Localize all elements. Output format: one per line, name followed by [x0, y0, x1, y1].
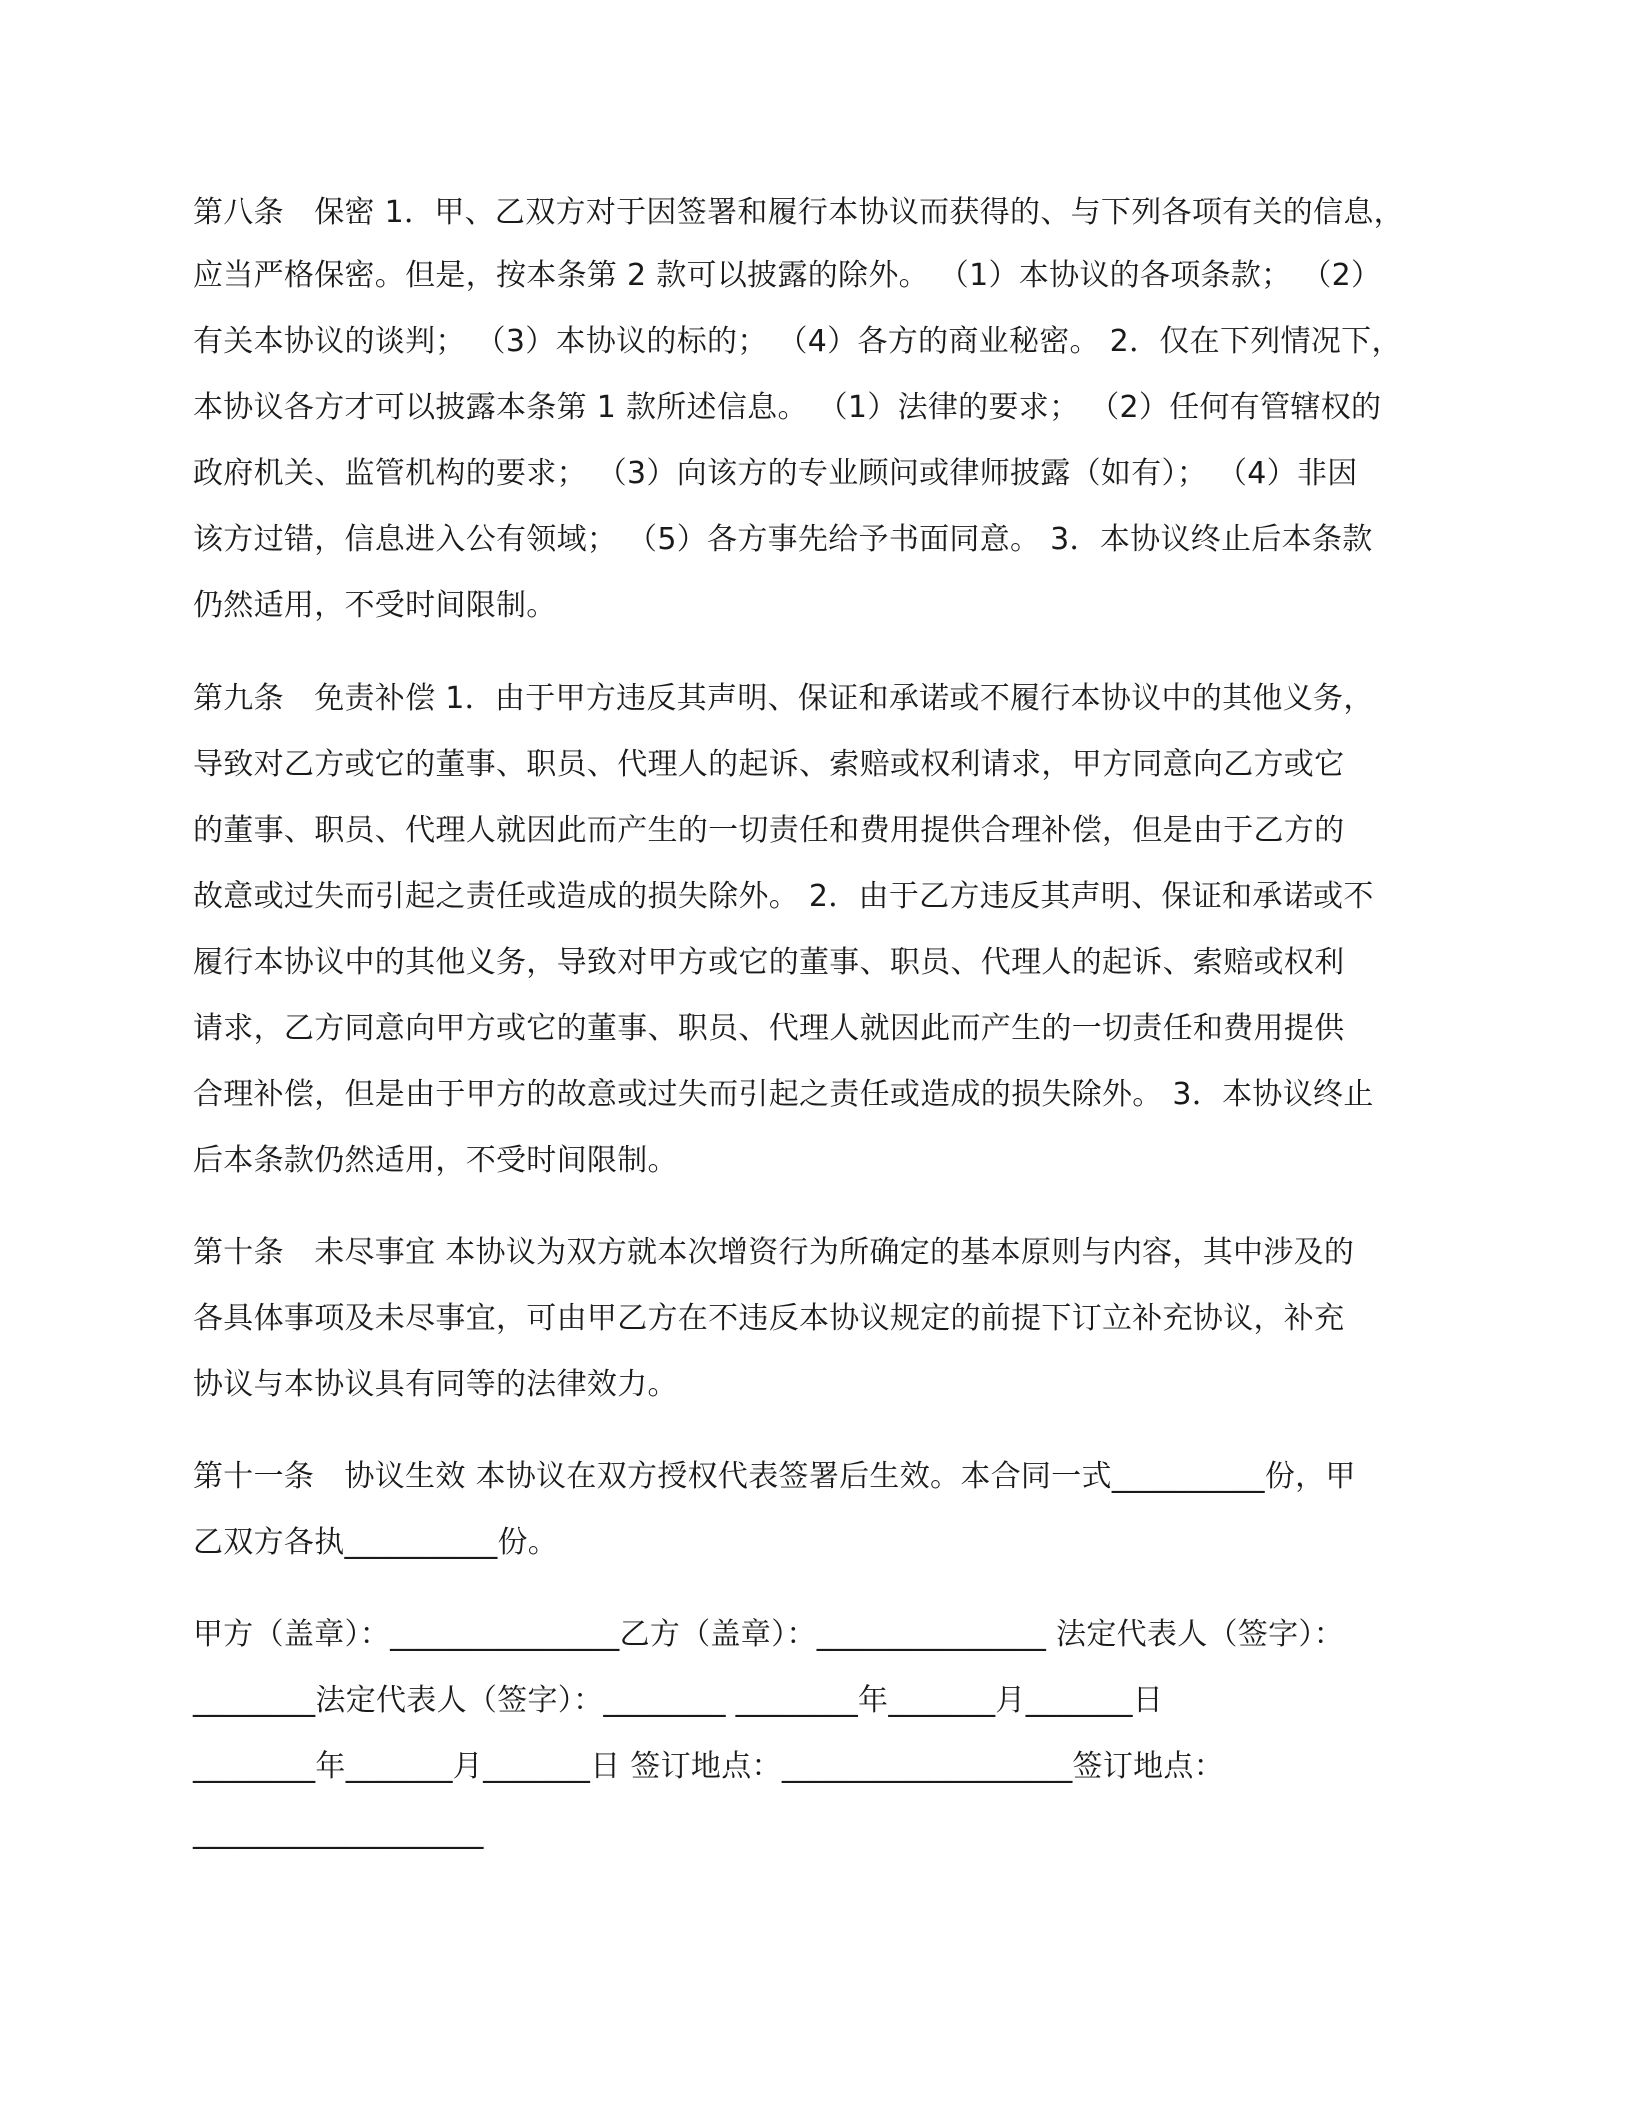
article-8-line-2: 应当严格保密。但是，按本条第 2 款可以披露的除外。 （1）本协议的各项条款； （2）	[193, 258, 1382, 293]
article-8-line-5: 政府机关、监管机构的要求； （3）向该方的专业顾问或律师披露（如有）； （4）非因	[193, 456, 1358, 491]
signature-line-4: ___________________	[193, 1815, 484, 1850]
article-9-line-5: 履行本协议中的其他义务，导致对甲方或它的董事、职员、代理人的起诉、索赔或权利	[193, 945, 1345, 980]
article-8-line-6: 该方过错，信息进入公有领域； （5）各方事先给予书面同意。 3．本协议终止后本条款	[193, 522, 1373, 557]
signature-line-2: ________法定代表人（签字）：________ ________年_______月_______日	[193, 1683, 1164, 1718]
article-8-line-3: 有关本协议的谈判； （3）本协议的标的； （4）各方的商业秘密。 2．仅在下列情况下，	[193, 324, 1402, 359]
signature-line-1: 甲方（盖章）：_______________乙方（盖章）：_______________ 法定代表人（签字）：	[193, 1617, 1345, 1652]
article-9-line-6: 请求，乙方同意向甲方或它的董事、职员、代理人就因此而产生的一切责任和费用提供	[193, 1011, 1345, 1046]
article-11-line-1: 第十一条 协议生效 本协议在双方授权代表签署后生效。本合同一式__________份，甲	[193, 1459, 1356, 1494]
article-8-line-4: 本协议各方才可以披露本条第 1 款所述信息。 （1）法律的要求； （2）任何有管辖权的	[193, 390, 1382, 425]
article-10-line-2: 各具体事项及未尽事宜，可由甲乙方在不违反本协议规定的前提下订立补充协议，补充	[193, 1301, 1345, 1336]
article-8-line-1: 第八条 保密 1．甲、乙双方对于因签署和履行本协议而获得的、与下列各项有关的信息，	[193, 195, 1404, 230]
article-8-line-7: 仍然适用，不受时间限制。	[193, 588, 557, 623]
article-9-line-1: 第九条 免责补偿 1．由于甲方违反其声明、保证和承诺或不履行本协议中的其他义务，	[193, 681, 1374, 716]
article-9-line-8: 后本条款仍然适用，不受时间限制。	[193, 1143, 678, 1178]
article-9-line-7: 合理补偿，但是由于甲方的故意或过失而引起之责任或造成的损失除外。 3．本协议终止	[193, 1077, 1374, 1112]
article-9-line-4: 故意或过失而引起之责任或造成的损失除外。 2．由于乙方违反其声明、保证和承诺或不	[193, 879, 1374, 914]
article-10-line-3: 协议与本协议具有同等的法律效力。	[193, 1367, 678, 1402]
article-9-line-2: 导致对乙方或它的董事、职员、代理人的起诉、索赔或权利请求，甲方同意向乙方或它	[193, 747, 1345, 782]
article-11-line-2: 乙双方各执__________份。	[193, 1525, 559, 1560]
article-9-line-3: 的董事、职员、代理人就因此而产生的一切责任和费用提供合理补偿，但是由于乙方的	[193, 813, 1345, 848]
signature-line-3: ________年_______月_______日 签订地点：___________________签订地点：	[193, 1749, 1225, 1784]
article-10-line-1: 第十条 未尽事宜 本协议为双方就本次增资行为所确定的基本原则与内容，其中涉及的	[193, 1235, 1355, 1270]
